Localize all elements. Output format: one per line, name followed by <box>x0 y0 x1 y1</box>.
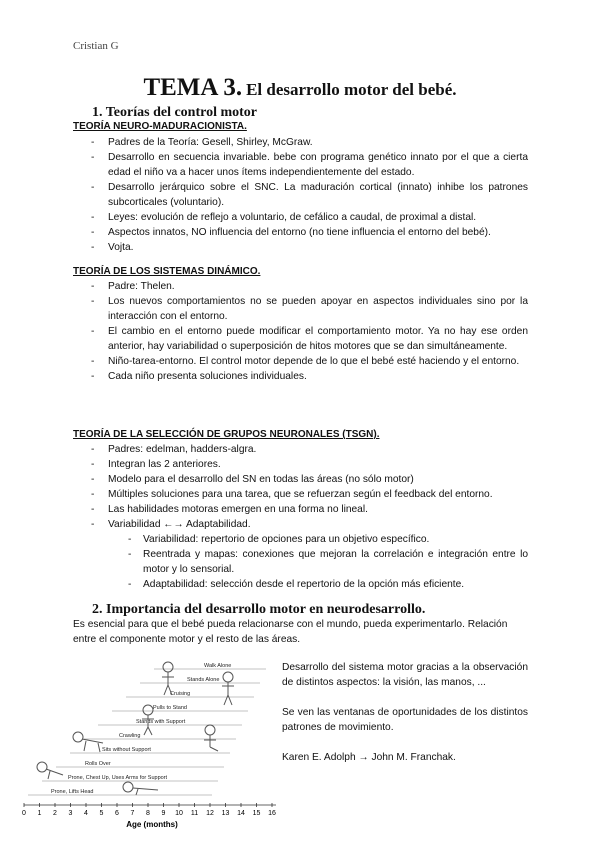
x-tick-label: 10 <box>175 810 183 817</box>
theory2-title: TEORÍA DE LOS SISTEMAS DINÁMICO. <box>73 266 261 277</box>
milestone-label: Stands with Support <box>136 719 186 725</box>
list-item: - Los nuevos comportamientos no se pueden apoyar en aspectos individuales sino por la interacción con el entorno. <box>73 294 528 324</box>
list-item: - Padres de la Teoría: Gesell, Shirley, McGraw. <box>73 135 528 150</box>
section1-heading: 1. Teorías del control motor <box>92 105 258 120</box>
baby-figure-stand <box>223 672 233 682</box>
sub-list-item: - Variabilidad: repertorio de opciones para un objetivo específico. <box>73 532 528 547</box>
baby-figure-prone <box>123 782 133 792</box>
milestone-label: Crawling <box>119 733 141 739</box>
theory1-title: TEORÍA NEURO-MADURACIONISTA. <box>73 121 247 132</box>
list-item: - Padres: edelman, hadders-algra. <box>73 442 528 457</box>
theory2-list <box>73 279 528 384</box>
list-item: - Cada niño presenta soluciones individuales. <box>73 369 528 384</box>
x-tick-label: 9 <box>161 810 166 817</box>
motor-milestones-figure <box>18 655 280 833</box>
list-item: - Múltiples soluciones para una tarea, que se refuerzan según el feedback del entorno. <box>73 487 528 502</box>
milestone-label: Stands Alone <box>187 677 220 683</box>
x-tick-label: 15 <box>252 810 261 817</box>
figure-caption-3: Karen E. Adolph → John M. Franchak. <box>282 752 456 763</box>
x-tick-label: 5 <box>99 810 104 817</box>
theory3-title: TEORÍA DE LA SELECCIÓN DE GRUPOS NEURONALES (TSGN). <box>73 429 380 440</box>
milestone-label: Pulls to Stand <box>153 705 187 711</box>
list-item: - Integran las 2 anteriores. <box>73 457 528 472</box>
x-tick-label: 2 <box>53 810 57 817</box>
baby-figure-roll <box>37 762 47 772</box>
x-tick-label: 12 <box>206 810 214 817</box>
list-item: - Modelo para el desarrollo del SN en todas las áreas (no sólo motor) <box>73 472 528 487</box>
author-name: Cristian G <box>73 40 119 52</box>
milestone-label: Cruising <box>170 691 191 697</box>
figure-caption-2: Se ven las ventanas de oportunidades de los distintos patrones de movimiento. <box>282 707 528 733</box>
baby-figure-walk <box>163 662 173 672</box>
x-tick-label: 6 <box>115 810 119 817</box>
theory3-list <box>73 442 528 592</box>
baby-figure-cruise <box>143 705 153 715</box>
title-main: TEMA 3. <box>143 74 243 101</box>
baby-figure-sit <box>205 725 215 735</box>
x-tick-label: 3 <box>68 810 73 817</box>
x-tick-label: 11 <box>190 810 199 817</box>
x-tick-label: 8 <box>146 810 150 817</box>
list-item: - Aspectos innatos, NO influencia del entorno (no tiene influencia el entorno del bebé). <box>73 225 528 240</box>
list-item: - Las habilidades motoras emergen en una forma no lineal. <box>73 502 528 517</box>
x-tick-label: 13 <box>221 810 230 817</box>
title-rest: El desarrollo motor del bebé. <box>246 80 457 99</box>
section2-heading: 2. Importancia del desarrollo motor en neurodesarrollo. <box>92 602 426 617</box>
milestone-label: Rolls Over <box>85 761 111 767</box>
sub-list-item: - Reentrada y mapas: conexiones que mejoran la correlación e integración entre lo motor y lo sensorial. <box>73 547 528 577</box>
x-tick-label: 14 <box>237 810 245 817</box>
milestone-label: Walk Alone <box>204 663 232 669</box>
milestone-label: Prone, Chest Up, Uses Arms for Support <box>68 775 168 781</box>
theory1-list <box>73 135 528 255</box>
list-item: - Leyes: evolución de reflejo a voluntario, de cefálico a caudal, de proximal a distal. <box>73 210 528 225</box>
milestone-label: Sits without Support <box>102 747 151 753</box>
x-tick-label: 4 <box>84 810 88 817</box>
x-tick-label: 7 <box>130 810 135 817</box>
x-tick-label: 1 <box>37 810 42 817</box>
list-item: - Padre: Thelen. <box>73 279 528 294</box>
list-item: - Variabilidad ←→ Adaptabilidad. <box>73 517 528 532</box>
list-item: - Niño-tarea-entorno. El control motor depende de lo que el bebé esté haciendo y el entorno. <box>73 354 528 369</box>
list-item: - Desarrollo en secuencia invariable. bebe con programa genético innato por el que a cierta edad el niño va a hacer unos ítems independientemente del estado. <box>73 150 528 180</box>
page-title <box>0 74 600 102</box>
baby-figure-crawl <box>73 732 83 742</box>
x-axis-label: Age (months) <box>126 820 178 829</box>
list-item: - Desarrollo jerárquico sobre el SNC. La maduración cortical (innato) inhibe los patrones subcorticales (voluntario). <box>73 180 528 210</box>
list-item: - Vojta. <box>73 240 528 255</box>
x-tick-label: 16 <box>268 810 276 817</box>
sub-list-item: - Adaptabilidad: selección desde el repertorio de la opción más eficiente. <box>73 577 528 592</box>
section2-paragraph: Es esencial para que el bebé pueda relacionarse con el mundo, pueda experimentarlo. Relación entre el componente motor y el resto de las áreas. <box>73 619 508 645</box>
figure-caption-1: Desarrollo del sistema motor gracias a la observación de distintos aspectos: la visión, las manos, ... <box>282 662 528 688</box>
x-tick-label: 0 <box>22 810 26 817</box>
milestone-label: Prone, Lifts Head <box>51 789 94 795</box>
list-item: - El cambio en el entorno puede modificar el comportamiento motor. Ya no hay ese orden anterior, hay variabilidad o superposición de hitos motores que se dan simultáneamente. <box>73 324 528 354</box>
